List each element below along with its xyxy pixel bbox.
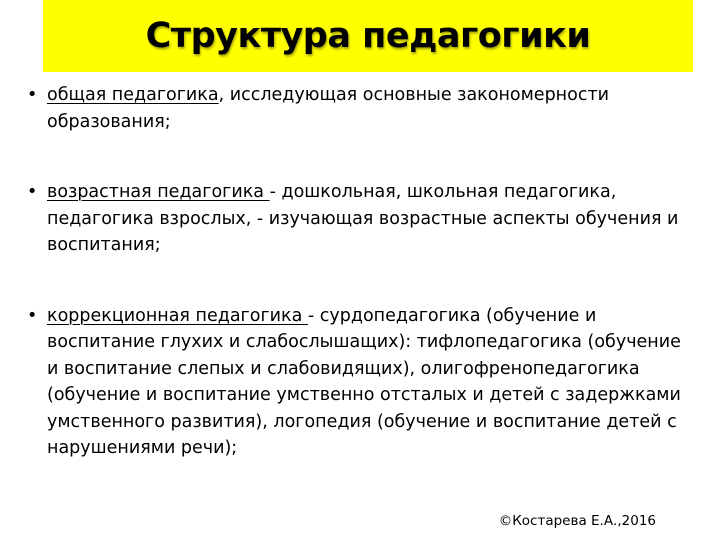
bullet-marker: • xyxy=(27,305,38,326)
term-general-pedagogy: общая педагогика xyxy=(47,85,219,105)
definition-correctional-pedagogy: - сурдопедагогика (обучение и воспитание глухих и слабослышащих): тифлопедагогика (обучение и воспитание слепых и слабовидящих), олигофренопедагогика (обучение и воспитание умственно отсталых и детей с задержками умственного развития), логопедия (обучение и воспитание детей с нарушениями речи); xyxy=(47,305,681,458)
bullet-list xyxy=(27,82,697,462)
bullet-item-general-pedagogy xyxy=(27,82,697,135)
bullet-item-age-pedagogy xyxy=(27,179,697,259)
bullet-item-correctional-pedagogy xyxy=(27,303,697,462)
term-age-pedagogy: возрастная педагогика xyxy=(47,182,270,202)
slide-title: Структура педагогики xyxy=(145,16,591,56)
definition-general-pedagogy: , исследующая основные закономерности образования; xyxy=(47,85,610,132)
bullet-marker: • xyxy=(27,182,38,202)
title-bar xyxy=(43,0,693,72)
bullet-marker: • xyxy=(27,85,38,105)
term-correctional-pedagogy: коррекционная педагогика xyxy=(47,305,308,326)
copyright-footer: ©Костарева Е.А.,2016 xyxy=(498,513,656,529)
definition-age-pedagogy: - дошкольная, школьная педагогика, педагогика взрослых, - изучающая возрастные аспекты обучения и воспитания; xyxy=(47,182,679,255)
